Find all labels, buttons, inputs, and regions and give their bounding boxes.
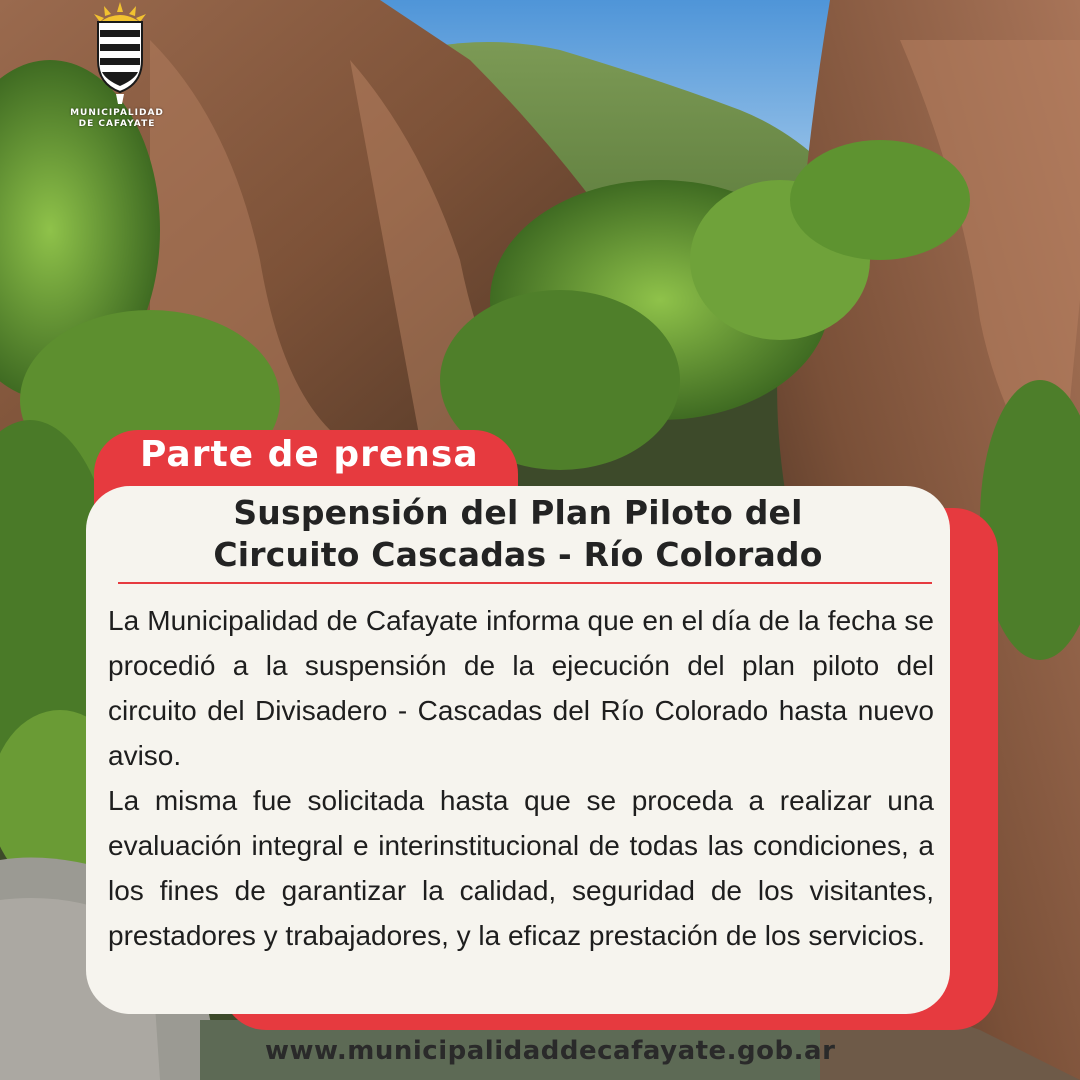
headline-line-1: Suspensión del Plan Piloto del: [233, 493, 803, 532]
body-paragraph-1: La Municipalidad de Cafayate informa que en el día de la fecha se procedió a la suspensión de la ejecución del plan piloto del circuito del Divisadero - Cascadas del Río Colorado hasta nuevo aviso.: [108, 605, 934, 771]
logo-text: [58, 108, 176, 130]
logo-line-1: MUNICIPALIDAD: [70, 108, 164, 118]
body-text: [108, 598, 934, 958]
headline-divider: [118, 582, 932, 584]
headline-line-2: Circuito Cascadas - Río Colorado: [213, 535, 823, 574]
headline: [100, 492, 936, 576]
website-url[interactable]: www.municipalidaddecafayate.gob.ar: [265, 1036, 836, 1066]
logo-line-2: DE CAFAYATE: [78, 119, 156, 129]
press-release-badge: Parte de prensa: [140, 434, 479, 475]
body-paragraph-2: La misma fue solicitada hasta que se proceda a realizar una evaluación integral e interinstitucional de todas las condiciones, a los fines de garantizar la calidad, seguridad de los visitantes, prestadores y trabajadores, y la eficaz prestación de los servicios.: [108, 785, 934, 951]
